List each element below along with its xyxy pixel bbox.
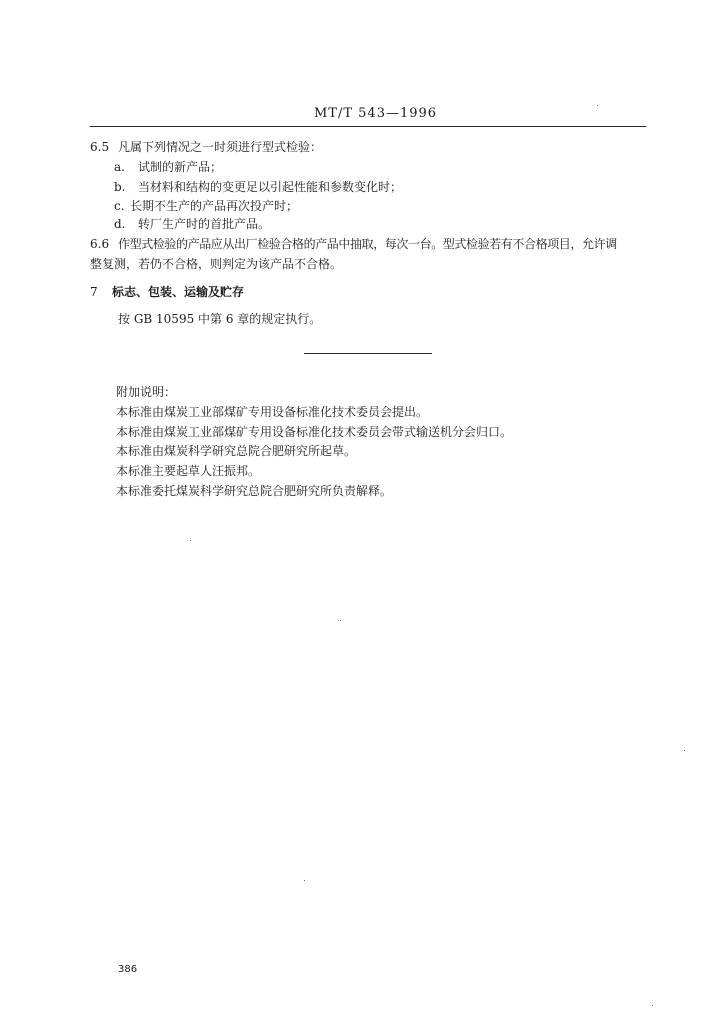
list-item (114, 159, 222, 175)
section-6-5 (90, 139, 322, 155)
section-7-text: 按 GB 10595 中第 6 章的规定执行。 (118, 312, 322, 326)
section-6-6 (90, 236, 617, 252)
section-7 (90, 284, 244, 300)
list-item (114, 216, 270, 232)
note-line: 本标准主要起草人汪振邦。 (116, 464, 261, 478)
notes-heading: 附加说明： (116, 385, 177, 399)
scan-speck (304, 880, 305, 881)
section-number: 7 (90, 285, 98, 299)
section-number: 6.5 (90, 140, 110, 154)
note-line: 本标准由煤炭科学研究总院合肥研究所起草。 (116, 444, 357, 458)
item-text: 转厂生产时的首批产品。 (138, 217, 271, 231)
section-title: 标志、包装、运输及贮存 (112, 285, 245, 299)
section-number: 6.6 (90, 237, 110, 251)
item-marker: a. (114, 160, 125, 174)
header-rule (90, 126, 646, 127)
scan-speck (340, 620, 341, 621)
item-text: 当材料和结构的变更足以引起性能和参数变化时； (138, 180, 403, 194)
page-number: 386 (118, 964, 138, 975)
section-6-6-continuation: 整复测，若仍不合格，则判定为该产品不合格。 (90, 257, 343, 271)
list-item (114, 179, 402, 195)
list-item (114, 198, 298, 214)
separator-rule (304, 353, 432, 354)
scan-speck (190, 540, 191, 541)
scan-speck (597, 105, 598, 106)
note-line: 本标准由煤炭工业部煤矿专用设备标准化技术委员会带式输送机分会归口。 (116, 425, 513, 439)
standard-code: MT/T 543—1996 (314, 106, 438, 121)
section-text-line1: 作型式检验的产品应从出厂检验合格的产品中抽取，每次一台。型式检验若有不合格项目，允许调 (118, 237, 617, 251)
item-text: 长期不生产的产品再次投产时； (130, 199, 299, 213)
item-marker: d. (114, 217, 126, 231)
item-text: 试制的新产品； (138, 160, 223, 174)
scan-speck (684, 750, 685, 751)
note-line: 本标准由煤炭工业部煤矿专用设备标准化技术委员会提出。 (116, 405, 429, 419)
item-marker: c. (114, 199, 125, 213)
item-marker: b. (114, 180, 126, 194)
section-text: 凡属下列情况之一时须进行型式检验： (118, 140, 323, 154)
note-line: 本标准委托煤炭科学研究总院合肥研究所负责解释。 (116, 484, 393, 498)
scan-speck (652, 1005, 653, 1006)
